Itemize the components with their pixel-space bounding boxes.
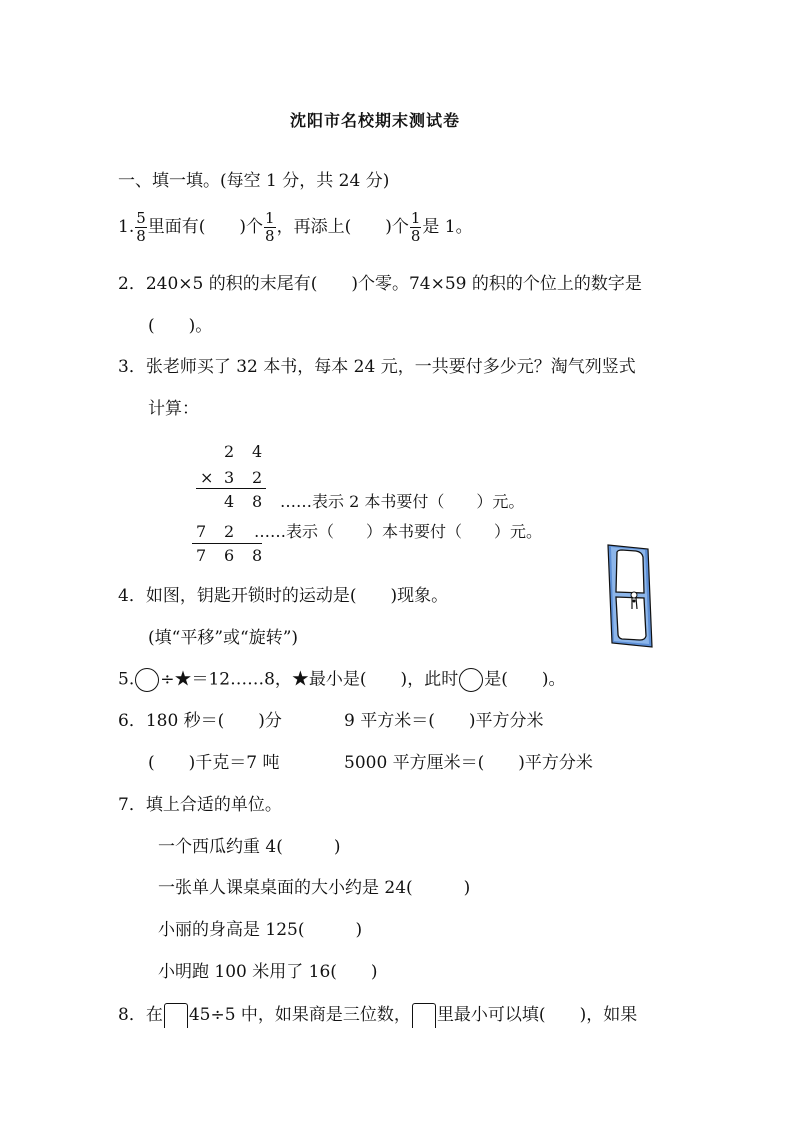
fraction: $\frac{1}{8}$ [265, 209, 275, 245]
question-3-line-2: 计算： [148, 399, 199, 419]
page-title: 沈阳市名校期末测试卷 [290, 111, 461, 130]
calc-line [192, 543, 262, 544]
blank-box-icon [164, 1003, 188, 1028]
blank-circle-icon [459, 668, 483, 692]
q8-text: 里最小可以填( )，如果 [436, 1005, 638, 1025]
question-7-heading: 7．填上合适的单位。 [118, 795, 282, 815]
section-heading: 一、填一填。(每空 1 分，共 24 分) [118, 171, 390, 191]
calc-row-multiplier: 3 2 [224, 468, 263, 487]
q5-number: 5. [118, 669, 135, 690]
q5-text: ÷★＝12……8，★最小是( )，此时 [160, 669, 459, 690]
question-6-c: ( )千克＝7 吨 [148, 753, 280, 773]
question-7-item: 小丽的身高是 125( ) [158, 920, 363, 940]
question-6-d: 5000 平方厘米＝( )平方分米 [344, 753, 593, 773]
question-8 [118, 1003, 637, 1028]
blank-circle-icon [135, 668, 159, 692]
question-6-b: 9 平方米＝( )平方分米 [344, 711, 544, 731]
question-7-item: 小明跑 100 米用了 16( ) [158, 962, 378, 982]
calc-row-multiplicand: 2 4 [224, 442, 263, 461]
door-with-key-icon [606, 543, 656, 649]
question-7-item: 一张单人课桌桌面的大小约是 24( ) [158, 878, 471, 898]
calc-row-partial-1: 4 8 ……表示 2 本书要付（ ）元。 [224, 492, 525, 511]
question-1 [118, 210, 473, 245]
question-6-a: 6．180 秒＝( )分 [118, 711, 282, 731]
fraction: $\frac{1}{8}$ [410, 209, 421, 245]
q1-text: ，再添上( )个 [276, 217, 409, 237]
q5-text: 是( )。 [484, 669, 566, 690]
question-7-item: 一个西瓜约重 4( ) [158, 837, 341, 857]
question-2-line-1: 2．240×5 的积的末尾有( )个零。74×59 的积的个位上的数字是 [118, 274, 642, 294]
calc-row-product: 7 6 8 [196, 546, 263, 565]
q8-text: 8．在 [118, 1005, 163, 1025]
question-4-line-1: 4．如图，钥匙开锁时的运动是( )现象。 [118, 586, 449, 606]
question-5 [118, 668, 565, 692]
fraction: $\frac{5}{8}$ [136, 209, 146, 245]
q1-text: 是 1。 [422, 217, 473, 237]
question-4-line-2: (填“平移”或“旋转”) [148, 628, 299, 648]
calc-row-partial-2: 7 2 ……表示（ ）本书要付（ ）元。 [196, 522, 543, 541]
q1-number: 1. [118, 217, 135, 237]
blank-box-icon [412, 1003, 436, 1028]
q8-text: 45÷5 中，如果商是三位数， [188, 1005, 411, 1025]
question-3-line-1: 3．张老师买了 32 本书，每本 24 元，一共要付多少元？淘气列竖式 [118, 357, 636, 377]
calc-multiply-sign: × [200, 468, 214, 487]
question-2-line-2: ( )。 [148, 316, 213, 336]
calc-line [196, 488, 266, 489]
q1-text: 里面有( )个 [147, 217, 264, 237]
